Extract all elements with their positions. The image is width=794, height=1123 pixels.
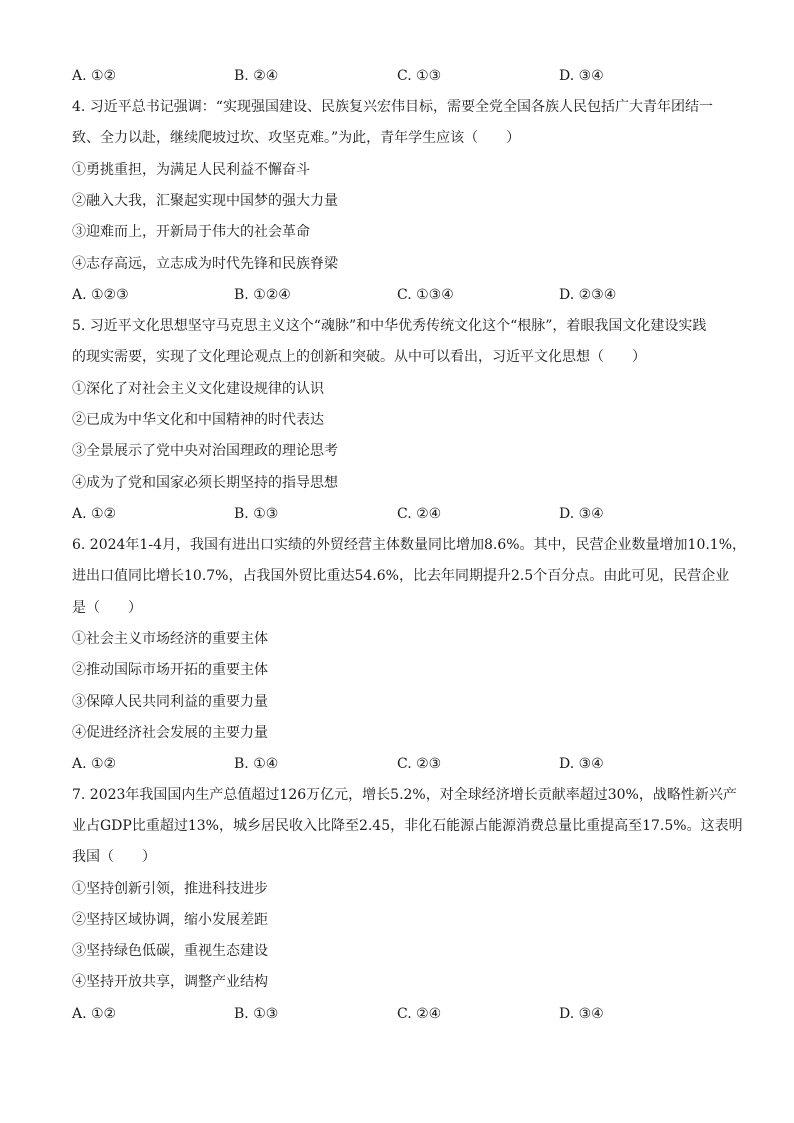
option-c[interactable]: C. ①③④ [397,287,454,303]
q6-item-1: ①社会主义市场经济的重要主体 [72,631,268,647]
q7-stem-line-3: 我国（ ） [72,849,156,865]
option-b[interactable]: B. ①④ [234,756,279,772]
q5-item-1: ①深化了对社会主义文化建设规律的认识 [72,381,324,397]
q6-item-3: ③保障人民共同利益的重要力量 [72,694,268,710]
q7-item-2: ②坚持区域协调，缩小发展差距 [72,912,268,928]
option-b[interactable]: B. ①②④ [234,287,291,303]
q6-stem-line-1: 6. 2024年1-4月，我国有进出口实绩的外贸经营主体数量同比增加8.6%。其中，民营企业数量增加10.1%， [72,537,747,553]
q7-item-1: ①坚持创新引领，推进科技进步 [72,881,268,897]
option-d[interactable]: D. ③④ [559,1006,604,1022]
option-b[interactable]: B. ①③ [234,1006,279,1022]
q7-item-4: ④坚持开放共享，调整产业结构 [72,974,268,990]
q4-item-1: ①勇挑重担，为满足人民利益不懈奋斗 [72,162,310,178]
q5-item-4: ④成为了党和国家必须长期坚持的指导思想 [72,475,338,491]
option-d[interactable]: D. ③④ [559,68,604,84]
option-c[interactable]: C. ①③ [397,68,442,84]
q6-item-2: ②推动国际市场开拓的重要主体 [72,662,268,678]
q7-stem-line-1: 7. 2023年我国国内生产总值超过126万亿元，增长5.2%，对全球经济增长贡献率超过30%，战略性新兴产 [72,787,737,803]
option-b[interactable]: B. ①③ [234,506,279,522]
q5-item-2: ②已成为中华文化和中国精神的时代表达 [72,412,324,428]
q6-stem-line-2: 进出口值同比增长10.7%，占我国外贸比重达54.6%，比去年同期提升2.5个百分点。由此可见，民营企业 [72,568,730,584]
q5-options [72,504,732,524]
q6-stem-line-3: 是（ ） [72,600,142,616]
option-a[interactable]: A. ①②③ [72,287,129,303]
q4-options [72,285,732,305]
option-a[interactable]: A. ①② [72,756,117,772]
option-d[interactable]: D. ③④ [559,756,604,772]
option-c[interactable]: C. ②④ [397,506,442,522]
option-a[interactable]: A. ①② [72,506,117,522]
option-c[interactable]: C. ②④ [397,1006,442,1022]
option-c[interactable]: C. ②③ [397,756,442,772]
q4-stem-line-2: 致、全力以赴，继续爬坡过坎、攻坚克难。”为此，青年学生应该（ ） [72,130,521,146]
option-a[interactable]: A. ①② [72,68,117,84]
q3-options [72,66,732,86]
q7-item-3: ③坚持绿色低碳，重视生态建设 [72,943,268,959]
q5-item-3: ③全景展示了党中央对治国理政的理论思考 [72,443,338,459]
q4-item-2: ②融入大我，汇聚起实现中国梦的强大力量 [72,193,338,209]
option-d[interactable]: D. ②③④ [559,287,617,303]
q7-options [72,1004,732,1024]
q4-item-4: ④志存高远，立志成为时代先锋和民族脊梁 [72,256,338,272]
q7-stem-line-2: 业占GDP比重超过13%，城乡居民收入比降至2.45，非化石能源占能源消费总量比重提高至17.5%。这表明 [72,818,743,834]
q6-item-4: ④促进经济社会发展的主要力量 [72,725,268,741]
q4-stem-line-1: 4. 习近平总书记强调：“实现强国建设、民族复兴宏伟目标，需要全党全国各族人民包括广大青年团结一 [72,99,713,115]
option-d[interactable]: D. ③④ [559,506,604,522]
q4-item-3: ③迎难而上，开新局于伟大的社会革命 [72,224,310,240]
q5-stem-line-1: 5. 习近平文化思想坚守马克思主义这个“魂脉”和中华优秀传统文化这个“根脉”，着眼我国文化建设实践 [72,318,707,334]
q5-stem-line-2: 的现实需要，实现了文化理论观点上的创新和突破。从中可以看出，习近平文化思想（ ） [72,349,646,365]
option-a[interactable]: A. ①② [72,1006,117,1022]
option-b[interactable]: B. ②④ [234,68,279,84]
q6-options [72,754,732,774]
